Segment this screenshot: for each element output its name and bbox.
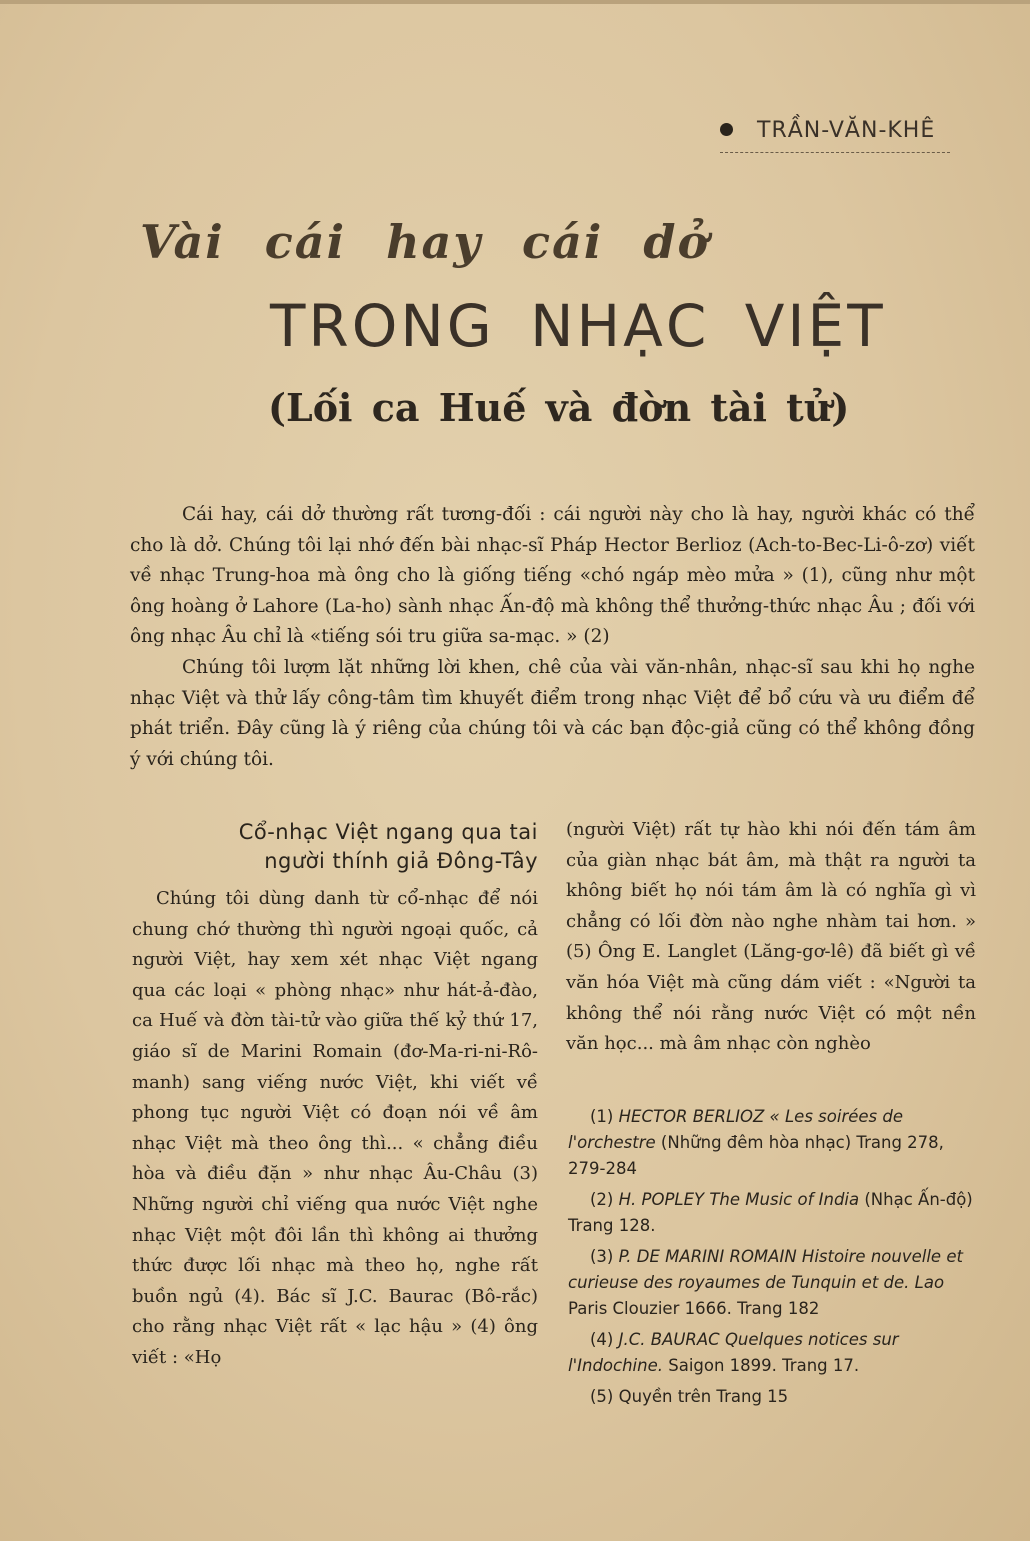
section-heading-line-2: người thính giả Đông-Tây	[264, 849, 538, 873]
footnote-detail: (Nhạc Ấn-độ) Trang 128.	[568, 1190, 973, 1235]
footnote-reference: H. POPLEY The Music of India	[618, 1190, 860, 1209]
author-byline	[720, 118, 950, 153]
footnote-number: (3)	[590, 1247, 614, 1266]
section-heading	[132, 818, 538, 876]
right-column	[566, 815, 976, 1060]
footnote-number: (4)	[590, 1330, 614, 1349]
footnote-number: (2)	[590, 1190, 614, 1209]
footnote	[568, 1187, 978, 1239]
title-line-2: TRONG NHẠC VIỆT	[270, 292, 886, 360]
footnote-detail: Saigon 1899. Trang 17.	[662, 1356, 860, 1375]
section-heading-line-1: Cổ-nhạc Việt ngang qua tai	[238, 820, 538, 844]
right-column-paragraph: (người Việt) rất tự hào khi nói đến tám âm của giàn nhạc bát âm, mà thật ra người ta không biết họ nói tám âm là có nghĩa gì vì chẳng có lối đờn nào nghe nhàm tai hơn. » (5) Ông E. Langlet (Lăng-gơ-lê) đã biết gì về văn hóa Việt mà cũng dám viết : «Người ta không thể nói rằng nước Việt có một nền văn học... mà âm nhạc còn nghèo	[566, 819, 976, 1055]
footnote	[568, 1327, 978, 1379]
footnote-number: (1)	[590, 1107, 614, 1126]
footnote	[568, 1244, 978, 1322]
left-column-paragraph: Chúng tôi dùng danh từ cổ-nhạc để nói chung chớ thường thì người ngoại quốc, cả người Việt, hay xem xét nhạc Việt ngang qua các loại « phòng nhạc» như hát-ả-đào, ca Huế và đờn tài-tử vào giữa thế kỷ thứ 17, giáo sĩ de Marini Romain (đơ-Ma-ri-ni-Rô-manh) sang viếng nước Việt, khi viết về phong tục người Việt có đoạn nói về âm nhạc Việt mà theo ông thì... « chẳng điều hòa và điều đặn » như nhạc Âu-Châu (3) Những người chỉ viếng qua nước Việt nghe nhạc Việt một đôi lần thì không ai thưởng thức được lối nhạc mà theo họ, nghe rất buồn ngủ (4). Bác sĩ J.C. Baurac (Bô-rắc) cho rằng nhạc Việt rất « lạc hậu » (4) ông viết : «Họ	[132, 888, 538, 1368]
footnote-reference: J.C. BAURAC Quelques notices sur l'Indochine.	[568, 1330, 899, 1375]
intro-paragraph-1: Cái hay, cái dở thường rất tương-đối : cái người này cho là hay, người khác có thể cho là dở. Chúng tôi lại nhớ đến bài nhạc-sĩ Pháp Hector Berlioz (Ach-to-Bec-Li-ô-zơ) viết về nhạc Trung-hoa mà ông cho là giống tiếng «chó ngáp mèo mửa » (1), cũng như một ông hoàng ở Lahore (La-ho) sành nhạc Ấn-độ mà không thể thưởng-thức nhạc Âu ; đối với ông nhạc Âu chỉ là «tiếng sói tru giữa sa-mạc. » (2)	[130, 504, 975, 648]
footnote-reference: P. DE MARINI ROMAIN Histoire nouvelle et curieuse des royaumes de Tunquin et de. Lao	[568, 1247, 963, 1292]
footnote-detail: (Những đêm hòa nhạc) Trang 278, 279-284	[568, 1133, 944, 1178]
footnote	[568, 1384, 978, 1410]
intro-paragraph-2: Chúng tôi lượm lặt những lời khen, chê của vài văn-nhân, nhạc-sĩ sau khi họ nghe nhạc Việt và thử lấy công-tâm tìm khuyết điểm trong nhạc Việt để bổ cứu và ưu điểm để phát triển. Đây cũng là ý riêng của chúng tôi và các bạn độc-giả cũng có thể không đồng ý với chúng tôi.	[130, 656, 975, 770]
subtitle: (Lối ca Huế và đờn tài tử)	[268, 385, 850, 430]
footnote-reference: HECTOR BERLIOZ « Les soirées de l'orchestre	[568, 1107, 904, 1152]
page-top-edge	[0, 0, 1030, 4]
bullet-icon	[720, 123, 733, 136]
footnotes	[568, 1104, 978, 1415]
author-name: TRẦN-VĂN-KHÊ	[757, 118, 936, 143]
left-column	[132, 818, 538, 1374]
footnote-detail: Quyền trên Trang 15	[618, 1387, 789, 1406]
title-line-1: Vài cái hay cái dở	[140, 215, 711, 269]
footnote-number: (5)	[590, 1387, 614, 1406]
footnote-detail: Paris Clouzier 1666. Trang 182	[568, 1299, 820, 1318]
intro-text	[130, 500, 975, 775]
footnote	[568, 1104, 978, 1182]
